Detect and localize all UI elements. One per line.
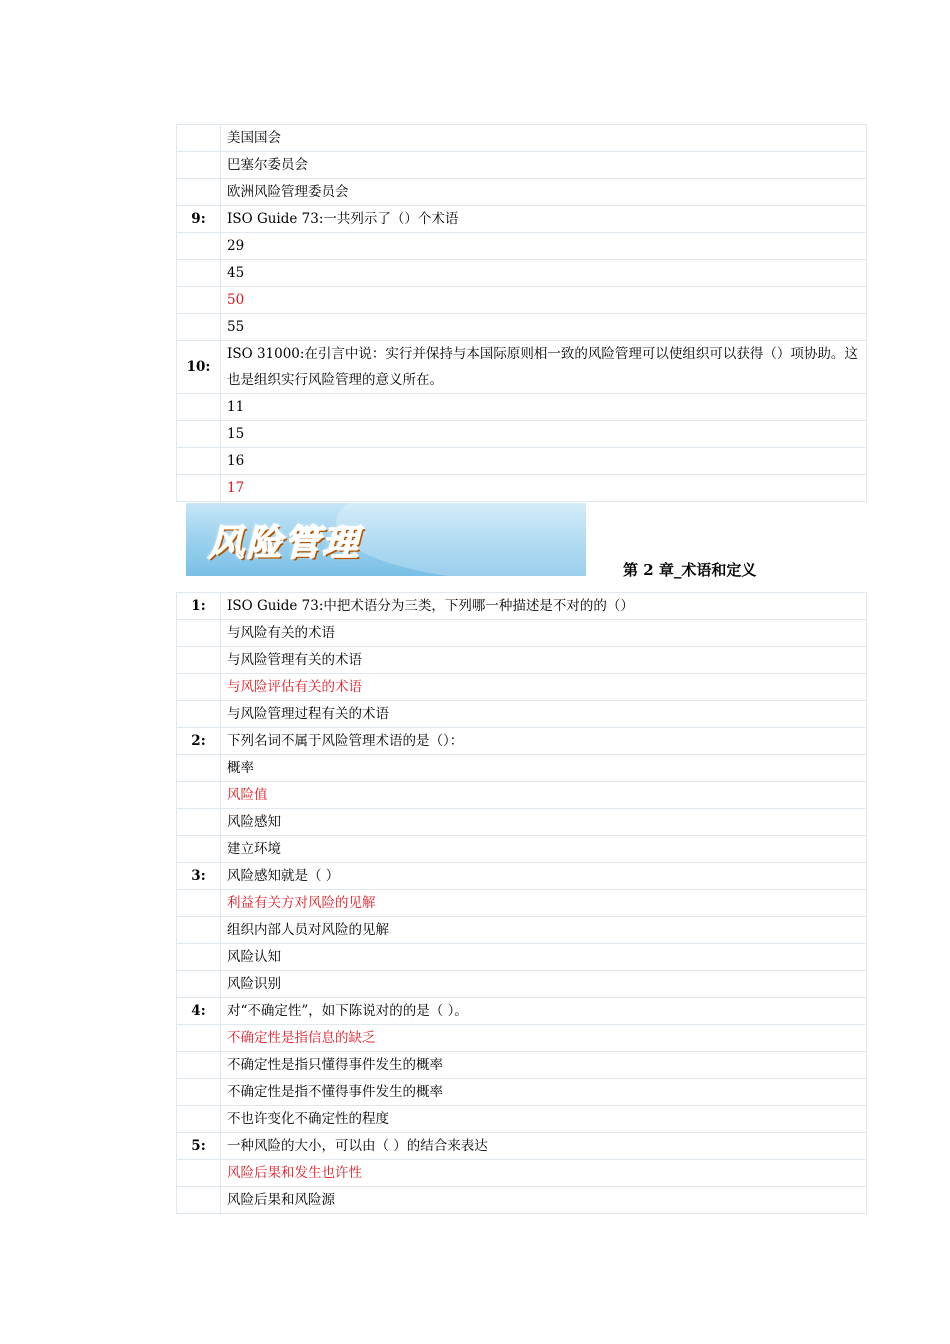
option-row	[177, 674, 866, 701]
question-number	[177, 620, 221, 647]
answer-option: 与风险管理过程有关的术语	[221, 701, 866, 728]
option-row	[177, 944, 866, 971]
question-text: ISO Guide 73:一共列示了（）个术语	[221, 206, 866, 233]
answer-option: 11	[221, 394, 866, 421]
answer-option: 风险后果和风险源	[227, 1192, 335, 1208]
answer-option: 不也许变化不确定性的程度	[221, 1106, 866, 1133]
risk-management-banner	[186, 503, 586, 576]
answer-option: 不确定性是指只懂得事件发生的概率	[221, 1052, 866, 1079]
question-number	[177, 674, 221, 701]
question-table-1-body	[177, 125, 866, 501]
option-row	[177, 1052, 866, 1079]
correct-answer-option: 风险后果和发生也许性	[221, 1160, 866, 1187]
answer-option: 55	[221, 314, 866, 341]
option-row	[177, 836, 866, 863]
answer-option: 巴塞尔委员会	[221, 152, 866, 179]
answer-option: 风险识别	[221, 971, 866, 998]
question-text: ISO Guide 73:中把术语分为三类，下列哪一种描述是不对的的（）	[221, 593, 866, 620]
question-number	[177, 917, 221, 944]
answer-option: 45	[221, 260, 866, 287]
question-number	[177, 1160, 221, 1187]
question-text: 风险感知就是（ ）	[221, 863, 866, 890]
question-number	[177, 1052, 221, 1079]
question-number	[177, 1106, 221, 1133]
option-row	[177, 971, 866, 998]
answer-option: 美国国会	[221, 125, 866, 152]
question-row	[177, 728, 866, 755]
question-number	[177, 701, 221, 728]
question-number	[177, 233, 221, 260]
question-number: 2:	[177, 728, 221, 755]
answer-option: 与风险有关的术语	[221, 620, 866, 647]
option-row	[177, 233, 866, 260]
question-row	[177, 593, 866, 620]
option-row	[177, 260, 866, 287]
answer-option: 不确定性是指不懂得事件发生的概率	[221, 1079, 866, 1106]
question-number	[177, 1187, 221, 1213]
chapter-title: 第 2 章_术语和定义	[623, 561, 757, 579]
option-row	[177, 1025, 866, 1052]
answer-option: 15	[221, 421, 866, 448]
question-number	[177, 448, 221, 475]
answer-option: 风险感知	[221, 809, 866, 836]
question-number: 4:	[177, 998, 221, 1025]
question-number	[177, 287, 221, 314]
banner-logo-text: 风险管理	[208, 523, 361, 564]
option-row	[177, 448, 866, 475]
answer-option: 组织内部人员对风险的见解	[221, 917, 866, 944]
question-number	[177, 260, 221, 287]
question-text: 对“不确定性”，如下陈说对的的是（ ）。	[221, 998, 866, 1025]
correct-answer-option: 风险值	[221, 782, 866, 809]
question-number	[177, 152, 221, 179]
option-row	[177, 152, 866, 179]
question-number	[177, 314, 221, 341]
question-row	[177, 206, 866, 233]
question-number	[177, 1025, 221, 1052]
question-number	[177, 809, 221, 836]
option-row	[177, 809, 866, 836]
question-number: 3:	[177, 863, 221, 890]
option-row	[177, 755, 866, 782]
question-number	[177, 179, 221, 206]
question-table-2	[176, 592, 867, 1214]
option-row	[177, 1160, 866, 1187]
correct-answer-option: 利益有关方对风险的见解	[221, 890, 866, 917]
question-number	[177, 475, 221, 501]
option-row	[177, 1079, 866, 1106]
correct-answer-option: 17	[227, 480, 245, 496]
option-row	[177, 890, 866, 917]
question-text: ISO 31000:在引言中说：实行并保持与本国际原则相一致的风险管理可以使组织可以获得（）项协助。这也是组织实行风险管理的意义所在。	[221, 341, 866, 394]
question-text: 下列名词不属于风险管理术语的是（）：	[221, 728, 866, 755]
option-row	[177, 287, 866, 314]
option-row	[177, 394, 866, 421]
question-number	[177, 647, 221, 674]
question-table-1	[176, 124, 867, 502]
option-row	[177, 125, 866, 152]
option-row	[177, 421, 866, 448]
question-row	[177, 341, 866, 394]
question-row	[177, 863, 866, 890]
question-number	[177, 971, 221, 998]
answer-option: 16	[221, 448, 866, 475]
correct-answer-option: 50	[221, 287, 866, 314]
option-row	[177, 475, 866, 501]
question-number	[177, 394, 221, 421]
question-number	[177, 782, 221, 809]
correct-answer-option: 与风险评估有关的术语	[221, 674, 866, 701]
question-number	[177, 944, 221, 971]
option-row	[177, 917, 866, 944]
question-number: 9:	[177, 206, 221, 233]
question-number	[177, 1079, 221, 1106]
option-row	[177, 1106, 866, 1133]
question-number	[177, 421, 221, 448]
answer-option: 与风险管理有关的术语	[221, 647, 866, 674]
question-text: 一种风险的大小，可以由（ ）的结合来表达	[221, 1133, 866, 1160]
option-row	[177, 620, 866, 647]
option-row	[177, 647, 866, 674]
answer-option: 欧洲风险管理委员会	[221, 179, 866, 206]
question-number: 5:	[177, 1133, 221, 1160]
question-table-2-body	[177, 593, 866, 1213]
answer-option: 建立环境	[221, 836, 866, 863]
question-row	[177, 1133, 866, 1160]
question-number: 10:	[177, 341, 221, 394]
banner-swoosh-decoration	[336, 503, 586, 576]
answer-option: 风险认知	[221, 944, 866, 971]
option-row	[177, 701, 866, 728]
option-row	[177, 1187, 866, 1213]
answer-option: 概率	[221, 755, 866, 782]
question-number	[177, 890, 221, 917]
option-row	[177, 179, 866, 206]
question-number	[177, 755, 221, 782]
question-number: 1:	[177, 593, 221, 620]
question-row	[177, 998, 866, 1025]
correct-answer-option: 不确定性是指信息的缺乏	[221, 1025, 866, 1052]
answer-option: 29	[221, 233, 866, 260]
question-number	[177, 125, 221, 152]
option-row	[177, 782, 866, 809]
question-number	[177, 836, 221, 863]
option-row	[177, 314, 866, 341]
